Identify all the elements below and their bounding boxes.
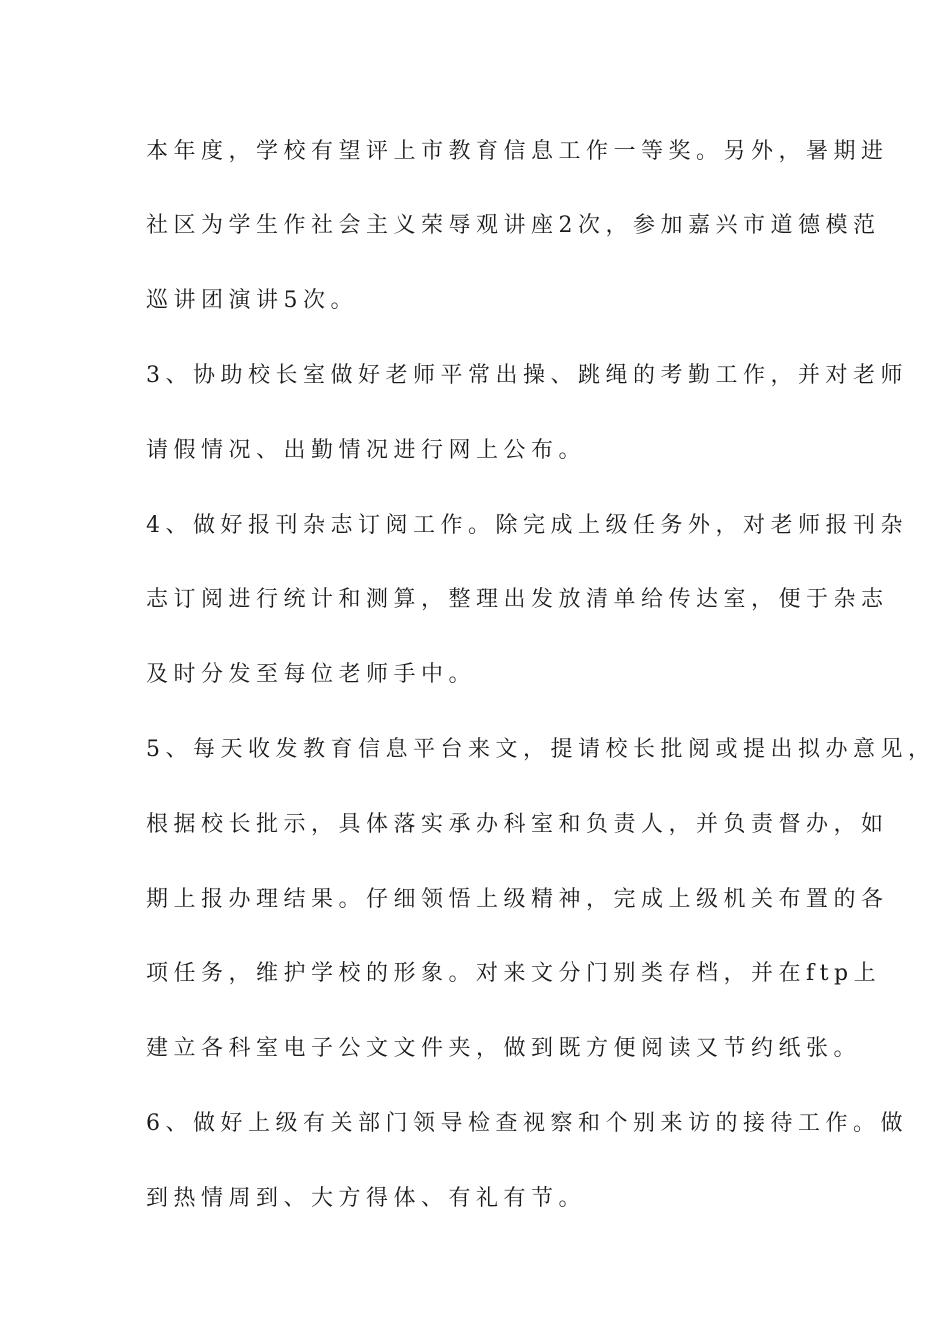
text-line: 本年度，学校有望评上市教育信息工作一等奖。另外，暑期进 xyxy=(146,139,889,164)
text-line: 建立各科室电子公文文件夹，做到既方便阅读又节约纸张。 xyxy=(146,1036,862,1061)
text-line: 社区为学生作社会主义荣辱观讲座2次，参加嘉兴市道德模范 xyxy=(146,213,881,238)
text-line: 6、做好上级有关部门领导检查视察和个别来访的接待工作。做 xyxy=(146,1111,908,1136)
text-line: 根据校长批示，具体落实承办科室和负责人，并负责督办，如 xyxy=(146,812,889,837)
text-line: 请假情况、出勤情况进行网上公布。 xyxy=(146,438,587,463)
text-line: 期上报办理结果。仔细领悟上级精神，完成上级机关布置的各 xyxy=(146,887,889,912)
text-line: 3、协助校长室做好老师平常出操、跳绳的考勤工作，并对老师 xyxy=(146,363,908,388)
text-line: 巡讲团演讲5次。 xyxy=(146,288,358,313)
text-line: 志订阅进行统计和测算，整理出发放清单给传达室，便于杂志 xyxy=(146,587,889,612)
text-line: 及时分发至每位老师手中。 xyxy=(146,662,477,687)
text-line: 4、做好报刊杂志订阅工作。除完成上级任务外，对老师报刊杂 xyxy=(146,513,908,538)
text-line: 到热情周到、大方得体、有礼有节。 xyxy=(146,1186,587,1211)
text-line: 5、每天收发教育信息平台来文，提请校长批阅或提出拟办意见， xyxy=(146,737,936,762)
text-line: 项任务，维护学校的形象。对来文分门别类存档，并在ftp上 xyxy=(146,961,882,986)
